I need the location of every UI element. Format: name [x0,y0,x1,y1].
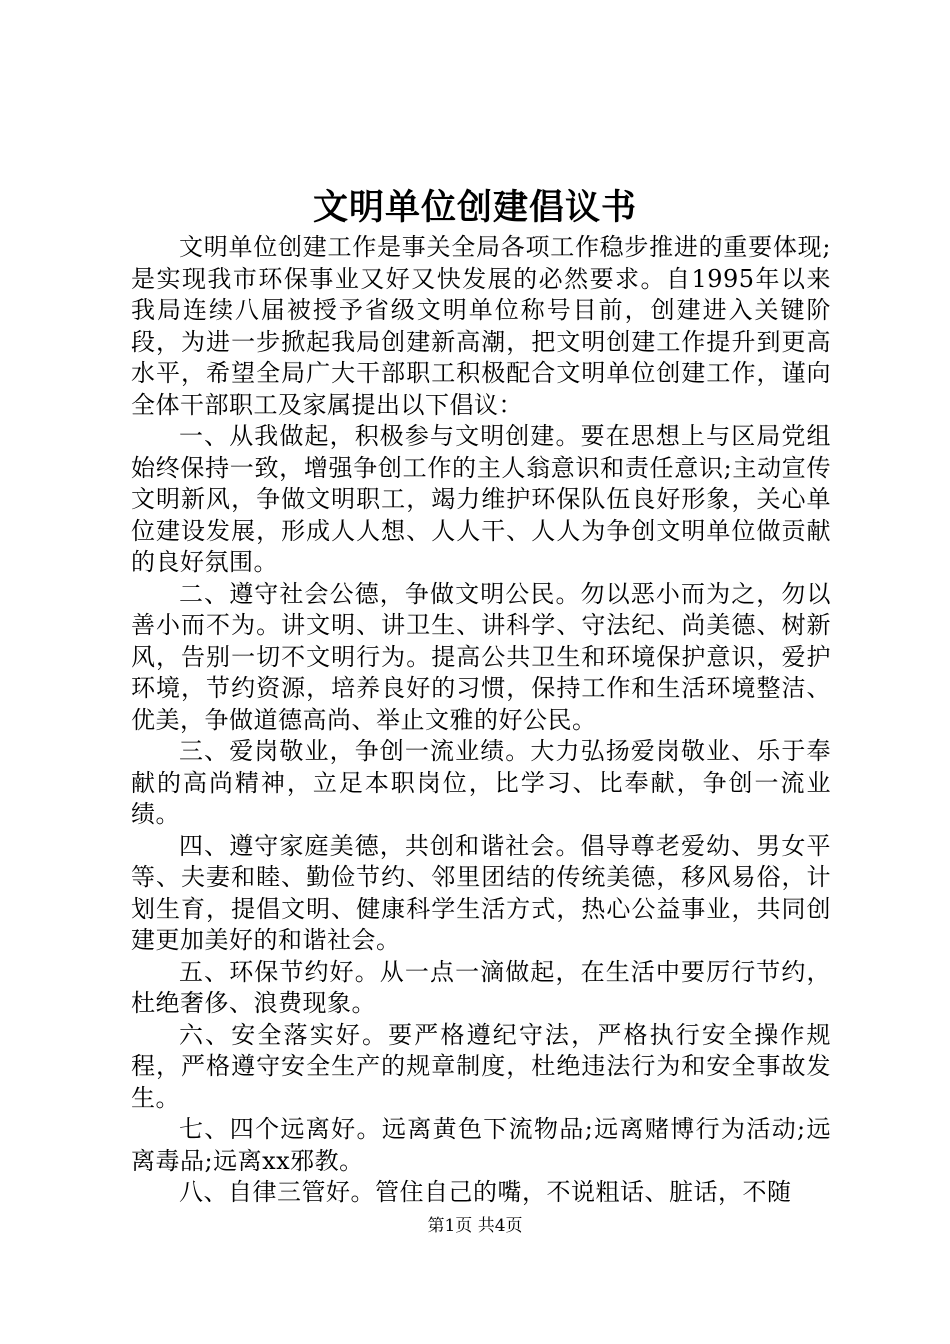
page-number-footer: 第1页 共4页 [427,1216,523,1236]
proposal-paragraph-8: 八、自律三管好。管住自己的嘴，不说粗话、脏话，不随 [179,1178,792,1206]
proposal-paragraph-4: 四、遵守家庭美德，共创和谐社会。倡导尊老爱幼、男女平等、夫妻和睦、勤俭节约、邻里团结的传统美德，移风易俗，计划生育，提倡文明、健康科学生活方式，热心公益事业，共同创建更加美好的和谐社会。 [131,831,831,954]
proposal-paragraph-6: 六、安全落实好。要严格遵纪守法，严格执行安全操作规程，严格遵守安全生产的规章制度，杜绝违法行为和安全事故发生。 [131,1020,831,1112]
intro-paragraph: 文明单位创建工作是事关全局各项工作稳步推进的重要体现;是实现我市环保事业又好又快发展的必然要求。自1995年以来我局连续八届被授予省级文明单位称号目前，创建进入关键阶段，为进一步掀起我局创建新高潮，把文明创建工作提升到更高水平，希望全局广大干部职工积极配合文明单位创建工作，谨向全体干部职工及家属提出以下倡议： [131,233,831,419]
document-title: 文明单位创建倡议书 [312,187,637,228]
proposal-paragraph-2: 二、遵守社会公德，争做文明公民。勿以恶小而为之，勿以善小而不为。讲文明、讲卫生、讲科学、守法纪、尚美德、树新风，告别一切不文明行为。提高公共卫生和环境保护意识，爱护环境，节约资源，培养良好的习惯，保持工作和生活环境整洁、优美，争做道德高尚、举止文雅的好公民。 [131,579,831,734]
document-body [131,232,831,1209]
proposal-paragraph-3: 三、爱岗敬业，争创一流业绩。大力弘扬爱岗敬业、乐于奉献的高尚精神，立足本职岗位，比学习、比奉献，争创一流业绩。 [131,737,831,828]
proposal-paragraph-5: 五、环保节约好。从一点一滴做起，在生活中要厉行节约，杜绝奢侈、浪费现象。 [131,957,831,1017]
proposal-paragraph-1: 一、从我做起，积极参与文明创建。要在思想上与区局党组始终保持一致，增强争创工作的主人翁意识和责任意识;主动宣传文明新风，争做文明职工，竭力维护环保队伍良好形象，关心单位建设发展，形成人人想、人人干、人人为争创文明单位做贡献的良好氛围。 [131,422,831,576]
proposal-paragraph-7: 七、四个远离好。远离黄色下流物品;远离赌博行为活动;远离毒品;远离xx邪教。 [131,1115,831,1175]
